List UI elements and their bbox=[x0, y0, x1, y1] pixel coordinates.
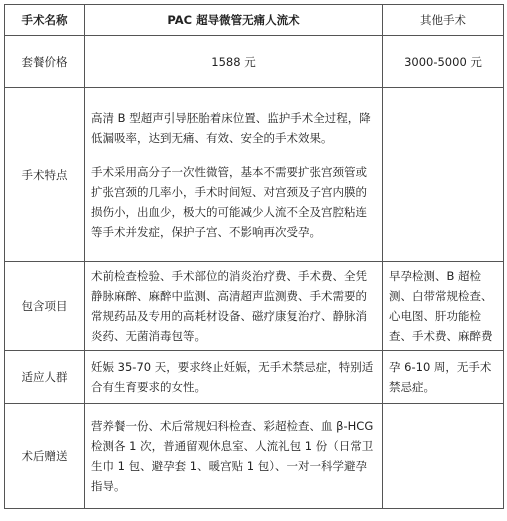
other-price: 3000-5000 元 bbox=[383, 36, 504, 88]
target-group-label: 适应人群 bbox=[5, 351, 85, 404]
other-features bbox=[383, 88, 504, 262]
package-comparison-table bbox=[4, 4, 504, 509]
other-included: 早孕检测、B 超检测、白带常规检查、心电图、肝功能检查、手术费、麻醉费 bbox=[383, 262, 504, 351]
header-pac: PAC 超导微管无痛人流术 bbox=[85, 5, 383, 36]
pac-features bbox=[85, 88, 383, 262]
included-label: 包含项目 bbox=[5, 262, 85, 351]
other-post-op-gifts bbox=[383, 404, 504, 509]
features-label: 手术特点 bbox=[5, 88, 85, 262]
paragraph-gap bbox=[91, 148, 376, 162]
row-post-op-gifts bbox=[5, 404, 504, 509]
row-features bbox=[5, 88, 504, 262]
pac-included: 术前检查检验、手术部位的消炎治疗费、手术费、全凭静脉麻醉、麻醉中监测、高清超声监测费、手术需要的常规药品及专用的高耗材设备、磁疗康复治疗、静脉消炎药、无菌消毒包等。 bbox=[85, 262, 383, 351]
row-target-group bbox=[5, 351, 504, 404]
header-other: 其他手术 bbox=[383, 5, 504, 36]
row-price bbox=[5, 36, 504, 88]
price-label: 套餐价格 bbox=[5, 36, 85, 88]
pac-features-p1: 高清 B 型超声引导胚胎着床位置、监护手术全过程，降低漏吸率，达到无痛、有效、安全的手术效果。 bbox=[91, 110, 371, 145]
header-row bbox=[5, 5, 504, 36]
other-target-group: 孕 6-10 周，无手术禁忌症。 bbox=[383, 351, 504, 404]
pac-post-op-gifts: 营养餐一份、术后常规妇科检查、彩超检查、血 β-HCG 检测各 1 次，普通留观休息室、人流礼包 1 份（日常卫生巾 1 包、避孕套 1、暖宫贴 1 包）、一对一科学避孕指导。 bbox=[85, 404, 383, 509]
header-surgery-name: 手术名称 bbox=[5, 5, 85, 36]
pac-price: 1588 元 bbox=[85, 36, 383, 88]
post-op-gifts-label: 术后赠送 bbox=[5, 404, 85, 509]
pac-target-group: 妊娠 35-70 天，要求终止妊娠，无手术禁忌症，特别适合有生育要求的女性。 bbox=[85, 351, 383, 404]
row-included bbox=[5, 262, 504, 351]
pac-features-p2: 手术采用高分子一次性微管，基本不需要扩张宫颈管或扩张宫颈的几率小，手术时间短、对宫颈及子宫内膜的损伤小，出血少，极大的可能减少人流不全及宫腔粘连等手术并发症，保护子宫、不影响再次受孕。 bbox=[91, 164, 367, 239]
